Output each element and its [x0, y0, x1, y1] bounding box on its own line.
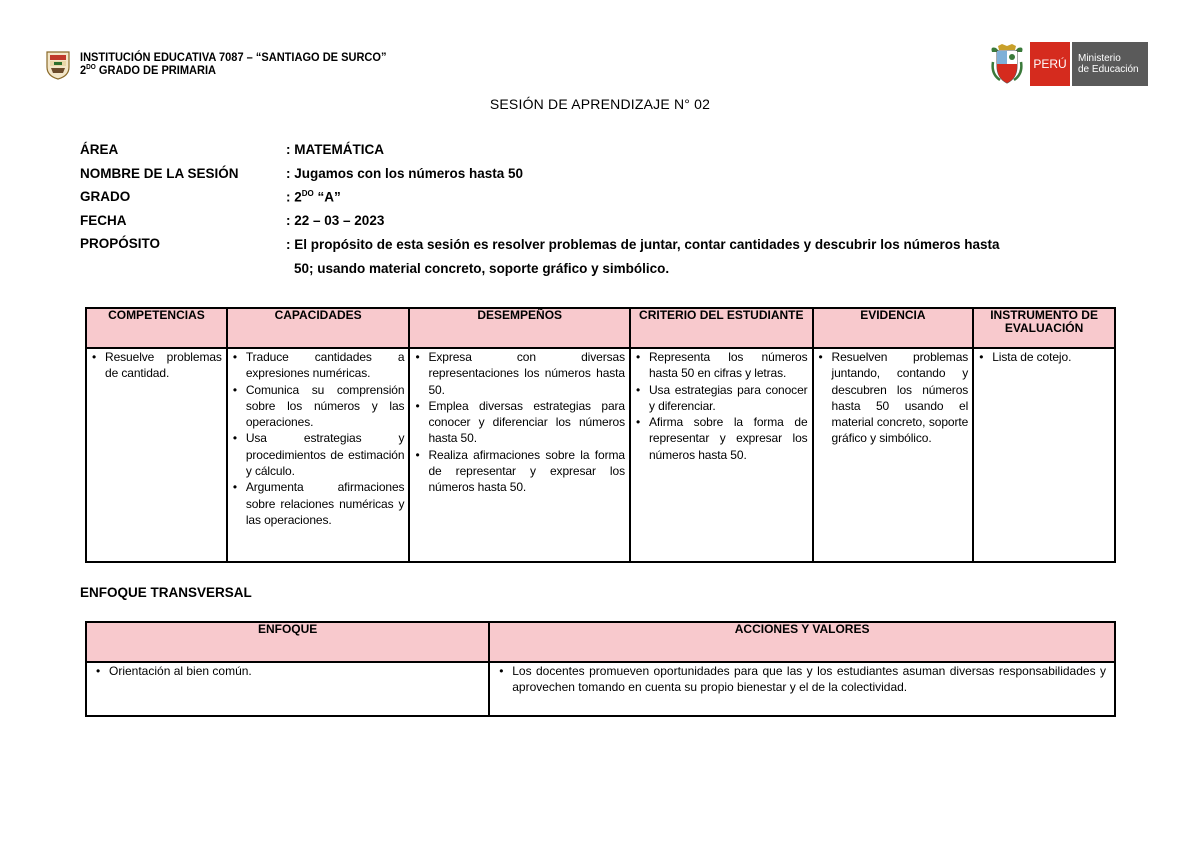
capacidad-item: • Traduce cantidades a expresiones numéricas.	[246, 349, 405, 382]
enfoque-item: • Orientación al bien común.	[109, 663, 480, 679]
area-label: ÁREA	[80, 142, 119, 157]
desempeno-item: • Emplea diversas estrategias para conocer y diferenciar los números hasta 50.	[428, 398, 625, 447]
evidencia-item: • Resuelven problemas juntando, contando y descubren los números hasta 50 usando el material concreto, soporte gráfico y simbólico.	[832, 349, 969, 447]
purpose-line2: 50; usando material concreto, soporte gráfico y simbólico.	[294, 261, 670, 276]
date-label: FECHA	[80, 212, 127, 228]
info-row-area	[80, 142, 1140, 166]
document-title: SESIÓN DE APRENDIZAJE N° 02	[489, 96, 711, 112]
header-competencias: COMPETENCIAS	[86, 308, 227, 348]
school-name: INSTITUCIÓN EDUCATIVA 7087 – “SANTIAGO DE SURCO”	[80, 50, 387, 64]
cell-acciones	[489, 662, 1115, 716]
logo-peru: PERÚ	[1030, 42, 1070, 86]
school-info	[80, 51, 387, 77]
school-grade-text: GRADO DE PRIMARIA	[95, 63, 217, 77]
desempeno-item: • Realiza afirmaciones sobre la forma de representar y expresar los números hasta 50.	[428, 447, 625, 496]
desempeno-item: • Expresa con diversas representaciones los números hasta 50.	[428, 349, 625, 398]
info-row-session	[80, 166, 1140, 190]
enfoque-body-row	[86, 662, 1115, 716]
cell-evidencia	[813, 348, 974, 562]
grade-value-suffix: “A”	[313, 189, 341, 205]
cell-capacidades	[227, 348, 410, 562]
competencias-body-row	[86, 348, 1115, 562]
cell-competencias	[86, 348, 227, 562]
purpose-label: PROPÓSITO	[80, 236, 161, 251]
school-grade-sup: DO	[86, 64, 96, 71]
grade-label: GRADO	[80, 189, 131, 204]
date-value: : 22 – 03 – 2023	[286, 212, 385, 228]
enfoque-heading: ENFOQUE TRANSVERSAL	[80, 585, 252, 600]
capacidad-item: • Comunica su comprensión sobre los números y las operaciones.	[246, 382, 405, 431]
criterio-item: • Representa los números hasta 50 en cifras y letras.	[649, 349, 808, 382]
purpose-line1: : El propósito de esta sesión es resolver problemas de juntar, contar cantidades y descubrir los números hasta	[286, 237, 1000, 252]
minedu-logo	[988, 42, 1148, 86]
session-info	[80, 142, 1140, 281]
header-evidencia: EVIDENCIA	[813, 308, 974, 348]
info-row-purpose	[80, 236, 1140, 281]
session-name-value: : Jugamos con los números hasta 50	[286, 165, 524, 181]
grade-value	[286, 189, 1140, 205]
capacidad-item: • Usa estrategias y procedimientos de estimación y cálculo.	[246, 430, 405, 479]
school-grade	[80, 64, 387, 77]
grade-value-sup: DO	[301, 189, 314, 198]
competencias-table	[85, 307, 1116, 563]
logo-ministerio-line2: de Educación	[1078, 64, 1139, 75]
enfoque-table	[85, 621, 1116, 717]
criterio-item: • Usa estrategias para conocer y diferenciar.	[649, 382, 808, 415]
competencia-item: • Resuelve problemas de cantidad.	[105, 349, 222, 382]
national-shield-icon	[988, 42, 1026, 86]
instrumento-item: • Lista de cotejo.	[992, 349, 1110, 365]
session-name-label: NOMBRE DE LA SESIÓN	[80, 165, 239, 181]
enfoque-header-row	[86, 622, 1115, 662]
header-criterio: CRITERIO DEL ESTUDIANTE	[630, 308, 813, 348]
logo-ministerio	[1072, 42, 1148, 86]
info-row-grade	[80, 189, 1140, 213]
school-grade-number: 2	[80, 63, 87, 77]
cell-enfoque	[86, 662, 489, 716]
header-instrumento: INSTRUMENTO DE EVALUACIÓN	[973, 308, 1115, 348]
header-acciones: ACCIONES Y VALORES	[489, 622, 1115, 662]
header-enfoque: ENFOQUE	[86, 622, 489, 662]
cell-instrumento	[973, 348, 1115, 562]
cell-desempenos	[409, 348, 630, 562]
cell-criterios	[630, 348, 813, 562]
grade-value-prefix: : 2	[286, 189, 302, 205]
criterio-item: • Afirma sobre la forma de representar y expresar los números hasta 50.	[649, 414, 808, 463]
competencias-header-row	[86, 308, 1115, 348]
school-crest-icon	[44, 50, 72, 80]
header-desempenos: DESEMPEÑOS	[409, 308, 630, 348]
purpose-value	[286, 233, 1140, 281]
header-capacidades: CAPACIDADES	[227, 308, 410, 348]
acciones-item: • Los docentes promueven oportunidades para que las y los estudiantes asuman diversas responsabilidades y aprovechen tomando en cuenta su propio bienestar y el de la colectividad.	[512, 663, 1106, 695]
logo-ministerio-line1: Ministerio	[1078, 53, 1121, 64]
area-value: : MATEMÁTICA	[286, 142, 384, 157]
capacidad-item: • Argumenta afirmaciones sobre relaciones numéricas y las operaciones.	[246, 479, 405, 528]
